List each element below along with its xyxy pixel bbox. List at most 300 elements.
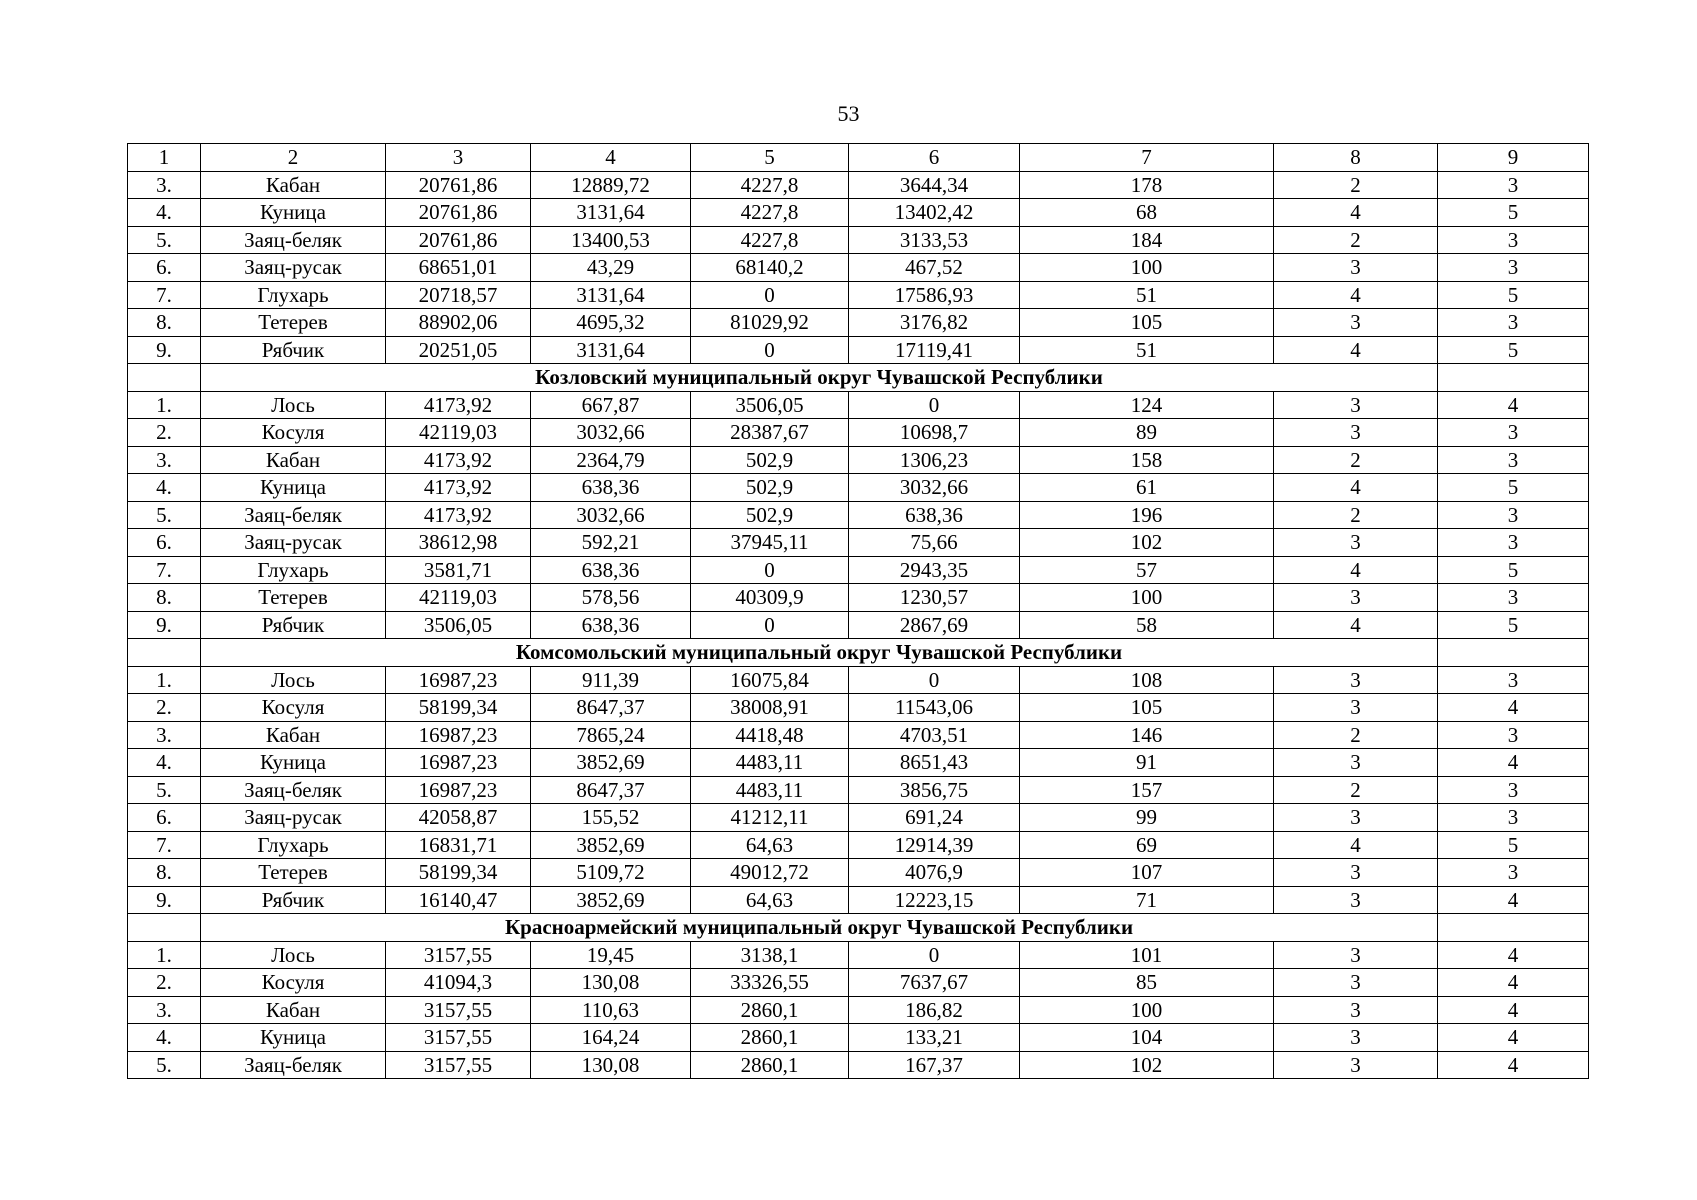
value-cell: 3138,1 [691, 941, 849, 969]
value-cell: 3 [1438, 254, 1589, 282]
value-cell: 61 [1020, 474, 1274, 502]
value-cell: 4173,92 [386, 391, 531, 419]
value-cell: 502,9 [691, 501, 849, 529]
species-name: Тетерев [201, 584, 386, 612]
row-number: 3. [128, 721, 201, 749]
value-cell: 102 [1020, 529, 1274, 557]
value-cell: 3 [1274, 886, 1438, 914]
value-cell: 28387,67 [691, 419, 849, 447]
table-row [128, 694, 1589, 722]
value-cell: 2 [1274, 776, 1438, 804]
species-name: Заяц-беляк [201, 776, 386, 804]
value-cell: 4076,9 [849, 859, 1020, 887]
value-cell: 2860,1 [691, 996, 849, 1024]
value-cell: 578,56 [531, 584, 691, 612]
value-cell: 4483,11 [691, 776, 849, 804]
value-cell: 146 [1020, 721, 1274, 749]
value-cell: 16987,23 [386, 776, 531, 804]
value-cell: 107 [1020, 859, 1274, 887]
value-cell: 155,52 [531, 804, 691, 832]
value-cell: 2 [1274, 171, 1438, 199]
value-cell: 0 [691, 611, 849, 639]
value-cell: 3032,66 [531, 501, 691, 529]
value-cell: 157 [1020, 776, 1274, 804]
value-cell: 100 [1020, 254, 1274, 282]
table-row [128, 446, 1589, 474]
value-cell: 4227,8 [691, 199, 849, 227]
value-cell: 4227,8 [691, 226, 849, 254]
row-number: 2. [128, 969, 201, 997]
value-cell: 2364,79 [531, 446, 691, 474]
row-number: 1. [128, 941, 201, 969]
species-name: Заяц-русак [201, 804, 386, 832]
value-cell: 4 [1274, 199, 1438, 227]
value-cell: 4703,51 [849, 721, 1020, 749]
table-row [128, 281, 1589, 309]
value-cell: 4 [1438, 886, 1589, 914]
table-row [128, 859, 1589, 887]
value-cell: 2 [1274, 446, 1438, 474]
value-cell: 16140,47 [386, 886, 531, 914]
value-cell: 16075,84 [691, 666, 849, 694]
value-cell: 3506,05 [691, 391, 849, 419]
value-cell: 33326,55 [691, 969, 849, 997]
value-cell: 2943,35 [849, 556, 1020, 584]
row-number: 6. [128, 529, 201, 557]
value-cell: 4 [1438, 941, 1589, 969]
value-cell: 3133,53 [849, 226, 1020, 254]
value-cell: 3157,55 [386, 996, 531, 1024]
value-cell: 2 [1274, 226, 1438, 254]
value-cell: 4 [1438, 1051, 1589, 1079]
value-cell: 4483,11 [691, 749, 849, 777]
value-cell: 3 [1274, 666, 1438, 694]
row-number: 4. [128, 749, 201, 777]
value-cell: 3 [1274, 529, 1438, 557]
value-cell: 16987,23 [386, 749, 531, 777]
value-cell: 3 [1438, 171, 1589, 199]
value-cell: 100 [1020, 584, 1274, 612]
species-name: Заяц-беляк [201, 1051, 386, 1079]
table-row [128, 584, 1589, 612]
column-number: 9 [1438, 144, 1589, 172]
value-cell: 104 [1020, 1024, 1274, 1052]
value-cell: 4173,92 [386, 446, 531, 474]
value-cell: 5 [1438, 556, 1589, 584]
species-name: Лось [201, 391, 386, 419]
row-number: 7. [128, 556, 201, 584]
value-cell: 51 [1020, 336, 1274, 364]
row-number: 8. [128, 309, 201, 337]
table-row [128, 611, 1589, 639]
value-cell: 638,36 [849, 501, 1020, 529]
column-number: 3 [386, 144, 531, 172]
value-cell: 133,21 [849, 1024, 1020, 1052]
value-cell: 3157,55 [386, 1024, 531, 1052]
value-cell: 20761,86 [386, 199, 531, 227]
value-cell: 4 [1274, 474, 1438, 502]
value-cell: 3852,69 [531, 749, 691, 777]
table-body [128, 171, 1589, 1079]
table-row [128, 474, 1589, 502]
value-cell: 3852,69 [531, 886, 691, 914]
species-name: Лось [201, 941, 386, 969]
value-cell: 3644,34 [849, 171, 1020, 199]
value-cell: 38008,91 [691, 694, 849, 722]
empty-cell [1438, 639, 1589, 667]
table-row [128, 1024, 1589, 1052]
value-cell: 1306,23 [849, 446, 1020, 474]
value-cell: 12889,72 [531, 171, 691, 199]
value-cell: 68140,2 [691, 254, 849, 282]
value-cell: 3 [1438, 501, 1589, 529]
value-cell: 75,66 [849, 529, 1020, 557]
species-name: Глухарь [201, 281, 386, 309]
value-cell: 4227,8 [691, 171, 849, 199]
value-cell: 3 [1274, 969, 1438, 997]
value-cell: 4 [1438, 996, 1589, 1024]
value-cell: 130,08 [531, 969, 691, 997]
value-cell: 110,63 [531, 996, 691, 1024]
value-cell: 3 [1274, 254, 1438, 282]
value-cell: 2860,1 [691, 1051, 849, 1079]
species-name: Тетерев [201, 859, 386, 887]
column-number: 2 [201, 144, 386, 172]
value-cell: 105 [1020, 309, 1274, 337]
value-cell: 3157,55 [386, 941, 531, 969]
species-name: Куница [201, 749, 386, 777]
page-number: 53 [837, 101, 860, 126]
value-cell: 638,36 [531, 474, 691, 502]
table-row [128, 254, 1589, 282]
value-cell: 4 [1274, 556, 1438, 584]
value-cell: 69 [1020, 831, 1274, 859]
value-cell: 20761,86 [386, 226, 531, 254]
species-name: Заяц-русак [201, 254, 386, 282]
value-cell: 158 [1020, 446, 1274, 474]
table-row [128, 1051, 1589, 1079]
column-number: 7 [1020, 144, 1274, 172]
table-row [128, 941, 1589, 969]
value-cell: 502,9 [691, 474, 849, 502]
value-cell: 42119,03 [386, 584, 531, 612]
column-number-row [128, 144, 1589, 172]
table-row [128, 776, 1589, 804]
row-number: 1. [128, 666, 201, 694]
value-cell: 8647,37 [531, 776, 691, 804]
value-cell: 4 [1438, 749, 1589, 777]
value-cell: 5 [1438, 611, 1589, 639]
value-cell: 101 [1020, 941, 1274, 969]
species-name: Кабан [201, 171, 386, 199]
table-row [128, 556, 1589, 584]
table-row [128, 666, 1589, 694]
section-title: Красноармейский муниципальный округ Чувашской Республики [201, 914, 1438, 942]
value-cell: 3 [1438, 309, 1589, 337]
empty-cell [128, 639, 201, 667]
species-name: Кабан [201, 446, 386, 474]
value-cell: 3 [1274, 309, 1438, 337]
empty-cell [1438, 364, 1589, 392]
value-cell: 71 [1020, 886, 1274, 914]
value-cell: 3 [1438, 776, 1589, 804]
value-cell: 3 [1438, 721, 1589, 749]
row-number: 8. [128, 859, 201, 887]
value-cell: 4 [1438, 1024, 1589, 1052]
value-cell: 3 [1438, 419, 1589, 447]
value-cell: 196 [1020, 501, 1274, 529]
value-cell: 4695,32 [531, 309, 691, 337]
value-cell: 20718,57 [386, 281, 531, 309]
value-cell: 85 [1020, 969, 1274, 997]
value-cell: 2867,69 [849, 611, 1020, 639]
value-cell: 592,21 [531, 529, 691, 557]
value-cell: 3 [1274, 1024, 1438, 1052]
value-cell: 8647,37 [531, 694, 691, 722]
row-number: 4. [128, 199, 201, 227]
species-name: Кабан [201, 996, 386, 1024]
value-cell: 667,87 [531, 391, 691, 419]
column-number: 6 [849, 144, 1020, 172]
value-cell: 3157,55 [386, 1051, 531, 1079]
value-cell: 105 [1020, 694, 1274, 722]
value-cell: 12914,39 [849, 831, 1020, 859]
value-cell: 5 [1438, 831, 1589, 859]
value-cell: 638,36 [531, 611, 691, 639]
row-number: 8. [128, 584, 201, 612]
species-name: Заяц-беляк [201, 226, 386, 254]
species-name: Тетерев [201, 309, 386, 337]
row-number: 5. [128, 776, 201, 804]
value-cell: 3 [1274, 859, 1438, 887]
value-cell: 124 [1020, 391, 1274, 419]
value-cell: 3 [1274, 584, 1438, 612]
value-cell: 51 [1020, 281, 1274, 309]
value-cell: 3 [1438, 584, 1589, 612]
value-cell: 40309,9 [691, 584, 849, 612]
value-cell: 3 [1274, 391, 1438, 419]
value-cell: 2860,1 [691, 1024, 849, 1052]
value-cell: 81029,92 [691, 309, 849, 337]
value-cell: 164,24 [531, 1024, 691, 1052]
table-row [128, 886, 1589, 914]
row-number: 2. [128, 694, 201, 722]
species-name: Рябчик [201, 336, 386, 364]
table-row [128, 309, 1589, 337]
value-cell: 0 [691, 556, 849, 584]
value-cell: 38612,98 [386, 529, 531, 557]
value-cell: 3131,64 [531, 199, 691, 227]
value-cell: 3131,64 [531, 281, 691, 309]
value-cell: 3 [1274, 694, 1438, 722]
empty-cell [1438, 914, 1589, 942]
value-cell: 5 [1438, 474, 1589, 502]
species-name: Рябчик [201, 611, 386, 639]
table-row [128, 171, 1589, 199]
table-row [128, 501, 1589, 529]
value-cell: 19,45 [531, 941, 691, 969]
species-name: Косуля [201, 969, 386, 997]
value-cell: 4 [1274, 611, 1438, 639]
row-number: 5. [128, 501, 201, 529]
value-cell: 638,36 [531, 556, 691, 584]
value-cell: 3 [1274, 419, 1438, 447]
species-name: Куница [201, 199, 386, 227]
column-number: 1 [128, 144, 201, 172]
value-cell: 0 [849, 391, 1020, 419]
value-cell: 502,9 [691, 446, 849, 474]
value-cell: 7865,24 [531, 721, 691, 749]
column-number: 8 [1274, 144, 1438, 172]
value-cell: 167,37 [849, 1051, 1020, 1079]
value-cell: 3131,64 [531, 336, 691, 364]
value-cell: 3506,05 [386, 611, 531, 639]
table-row [128, 996, 1589, 1024]
table-row [128, 831, 1589, 859]
value-cell: 58 [1020, 611, 1274, 639]
value-cell: 91 [1020, 749, 1274, 777]
value-cell: 57 [1020, 556, 1274, 584]
value-cell: 13400,53 [531, 226, 691, 254]
species-name: Косуля [201, 694, 386, 722]
table-row [128, 336, 1589, 364]
value-cell: 4 [1274, 831, 1438, 859]
value-cell: 100 [1020, 996, 1274, 1024]
value-cell: 0 [849, 941, 1020, 969]
value-cell: 88902,06 [386, 309, 531, 337]
section-header-row [128, 914, 1589, 942]
row-number: 4. [128, 474, 201, 502]
value-cell: 41212,11 [691, 804, 849, 832]
value-cell: 108 [1020, 666, 1274, 694]
value-cell: 37945,11 [691, 529, 849, 557]
column-number: 4 [531, 144, 691, 172]
value-cell: 4173,92 [386, 474, 531, 502]
value-cell: 58199,34 [386, 859, 531, 887]
value-cell: 58199,34 [386, 694, 531, 722]
species-name: Куница [201, 1024, 386, 1052]
value-cell: 0 [849, 666, 1020, 694]
row-number: 7. [128, 281, 201, 309]
value-cell: 3 [1438, 226, 1589, 254]
table-row [128, 199, 1589, 227]
value-cell: 3 [1274, 941, 1438, 969]
value-cell: 10698,7 [849, 419, 1020, 447]
species-name: Заяц-беляк [201, 501, 386, 529]
value-cell: 3 [1438, 859, 1589, 887]
empty-cell [128, 364, 201, 392]
row-number: 7. [128, 831, 201, 859]
row-number: 6. [128, 804, 201, 832]
value-cell: 3581,71 [386, 556, 531, 584]
row-number: 3. [128, 446, 201, 474]
table-row [128, 749, 1589, 777]
value-cell: 16987,23 [386, 721, 531, 749]
value-cell: 49012,72 [691, 859, 849, 887]
value-cell: 186,82 [849, 996, 1020, 1024]
value-cell: 12223,15 [849, 886, 1020, 914]
table-row [128, 226, 1589, 254]
value-cell: 102 [1020, 1051, 1274, 1079]
value-cell: 0 [691, 336, 849, 364]
value-cell: 3 [1438, 666, 1589, 694]
value-cell: 42058,87 [386, 804, 531, 832]
value-cell: 13402,42 [849, 199, 1020, 227]
value-cell: 3176,82 [849, 309, 1020, 337]
value-cell: 4 [1438, 694, 1589, 722]
table-row [128, 804, 1589, 832]
species-name: Косуля [201, 419, 386, 447]
species-name: Заяц-русак [201, 529, 386, 557]
value-cell: 3032,66 [849, 474, 1020, 502]
column-number: 5 [691, 144, 849, 172]
table-row [128, 529, 1589, 557]
species-name: Рябчик [201, 886, 386, 914]
value-cell: 3 [1274, 1051, 1438, 1079]
row-number: 9. [128, 886, 201, 914]
value-cell: 184 [1020, 226, 1274, 254]
value-cell: 130,08 [531, 1051, 691, 1079]
row-number: 5. [128, 226, 201, 254]
value-cell: 2 [1274, 721, 1438, 749]
value-cell: 5 [1438, 281, 1589, 309]
value-cell: 3 [1438, 804, 1589, 832]
species-name: Кабан [201, 721, 386, 749]
value-cell: 3 [1438, 529, 1589, 557]
table-row [128, 721, 1589, 749]
value-cell: 7637,67 [849, 969, 1020, 997]
value-cell: 99 [1020, 804, 1274, 832]
table-row [128, 419, 1589, 447]
value-cell: 89 [1020, 419, 1274, 447]
species-name: Глухарь [201, 556, 386, 584]
value-cell: 467,52 [849, 254, 1020, 282]
value-cell: 5 [1438, 199, 1589, 227]
value-cell: 17586,93 [849, 281, 1020, 309]
value-cell: 3852,69 [531, 831, 691, 859]
section-title: Комсомольский муниципальный округ Чувашской Республики [201, 639, 1438, 667]
row-number: 3. [128, 996, 201, 1024]
value-cell: 4 [1438, 391, 1589, 419]
value-cell: 4 [1274, 281, 1438, 309]
value-cell: 11543,06 [849, 694, 1020, 722]
value-cell: 20251,05 [386, 336, 531, 364]
row-number: 9. [128, 611, 201, 639]
value-cell: 16831,71 [386, 831, 531, 859]
value-cell: 68 [1020, 199, 1274, 227]
species-name: Глухарь [201, 831, 386, 859]
value-cell: 691,24 [849, 804, 1020, 832]
value-cell: 3856,75 [849, 776, 1020, 804]
value-cell: 17119,41 [849, 336, 1020, 364]
value-cell: 3 [1438, 446, 1589, 474]
value-cell: 3032,66 [531, 419, 691, 447]
value-cell: 5109,72 [531, 859, 691, 887]
value-cell: 4 [1438, 969, 1589, 997]
value-cell: 64,63 [691, 886, 849, 914]
row-number: 3. [128, 171, 201, 199]
species-name: Лось [201, 666, 386, 694]
section-header-row [128, 639, 1589, 667]
value-cell: 68651,01 [386, 254, 531, 282]
table-row [128, 969, 1589, 997]
row-number: 4. [128, 1024, 201, 1052]
empty-cell [128, 914, 201, 942]
value-cell: 16987,23 [386, 666, 531, 694]
value-cell: 1230,57 [849, 584, 1020, 612]
value-cell: 8651,43 [849, 749, 1020, 777]
section-title: Козловский муниципальный округ Чувашской Республики [201, 364, 1438, 392]
